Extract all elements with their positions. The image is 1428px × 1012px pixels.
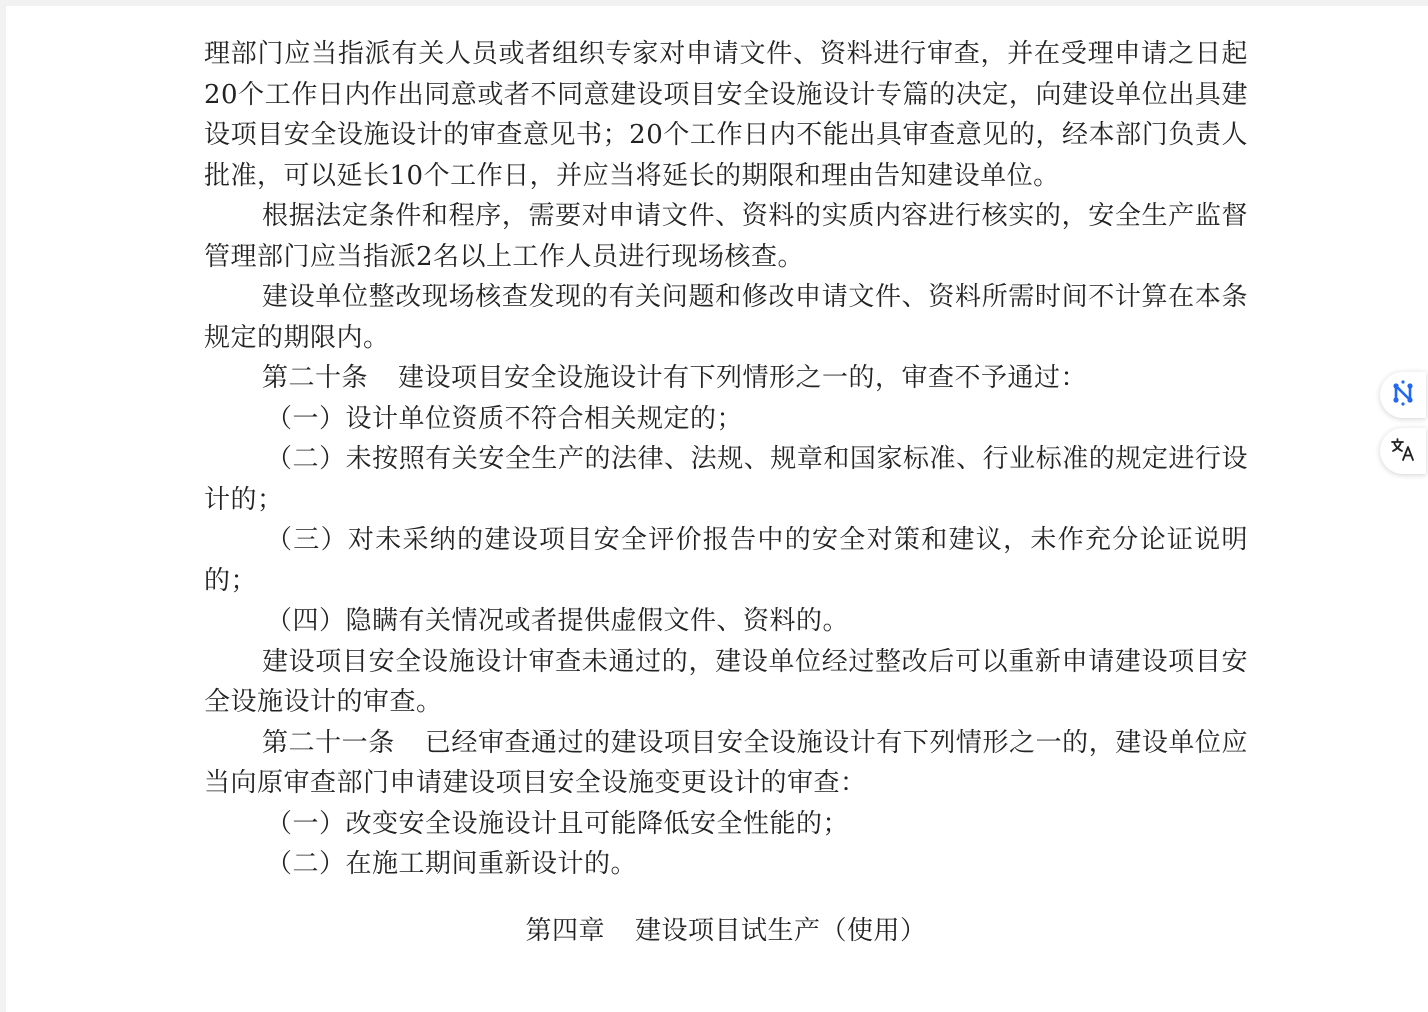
list-item: （二）未按照有关安全生产的法律、法规、规章和国家标准、行业标准的规定进行设计的；: [204, 444, 1248, 515]
list-item: （三）对未采纳的建设项目安全评价报告中的安全对策和建议，未作充分论证说明的；: [204, 525, 1248, 596]
article-text: 建设项目安全设施设计有下列情形之一的，审查不予通过：: [398, 363, 1088, 393]
article-20: [204, 358, 1248, 399]
list-item: （二）在施工期间重新设计的。: [266, 849, 638, 879]
list-item: （一）设计单位资质不符合相关规定的；: [266, 403, 744, 434]
document-body: [204, 34, 1248, 951]
paragraph-continuation: 理部门应当指派有关人员或者组织专家对申请文件、资料进行审查，并在受理申请之日起20个工作日内作出同意或者不同意建设项目安全设施设计专篇的决定，向建设单位出具建设项目安全设施设计的审查意见书；20个工作日内不能出具审查意见的，经本部门负责人批准，可以延长10个工作日，并应当将延长的期限和理由告知建设单位。: [204, 39, 1248, 191]
chapter-heading: [204, 911, 1248, 952]
list-item: （一）改变安全设施设计且可能降低安全性能的；: [266, 808, 850, 839]
article-number: 第二十条: [262, 363, 369, 393]
document-page: [6, 6, 1428, 1012]
article-number: 第二十一条: [262, 727, 395, 758]
floating-toolbar: [1380, 372, 1428, 484]
ai-assistant-icon: [1389, 379, 1417, 411]
article-21: [204, 723, 1248, 804]
article-text: 已经审查通过的建设项目安全设施设计有下列情形之一的，建设单位应当向原审查部门申请建设项目安全设施变更设计的审查：: [204, 727, 1248, 798]
chapter-title: 建设项目试生产（使用）: [635, 915, 927, 946]
list-item: （四）隐瞒有关情况或者提供虚假文件、资料的。: [266, 606, 850, 636]
paragraph-onsite-verification: 根据法定条件和程序，需要对申请文件、资料的实质内容进行核实的，安全生产监督管理部门应当指派2名以上工作人员进行现场核查。: [204, 201, 1248, 272]
paragraph-time-exclusion: 建设单位整改现场核查发现的有关问题和修改申请文件、资料所需时间不计算在本条规定的期限内。: [204, 282, 1248, 353]
chapter-number: 第四章: [525, 915, 605, 946]
translate-icon: [1390, 436, 1416, 466]
translate-button[interactable]: [1380, 428, 1426, 474]
paragraph-reapply: 建设项目安全设施设计审查未通过的，建设单位经过整改后可以重新申请建设项目安全设施设计的审查。: [204, 646, 1248, 717]
ai-assistant-button[interactable]: [1380, 372, 1426, 418]
